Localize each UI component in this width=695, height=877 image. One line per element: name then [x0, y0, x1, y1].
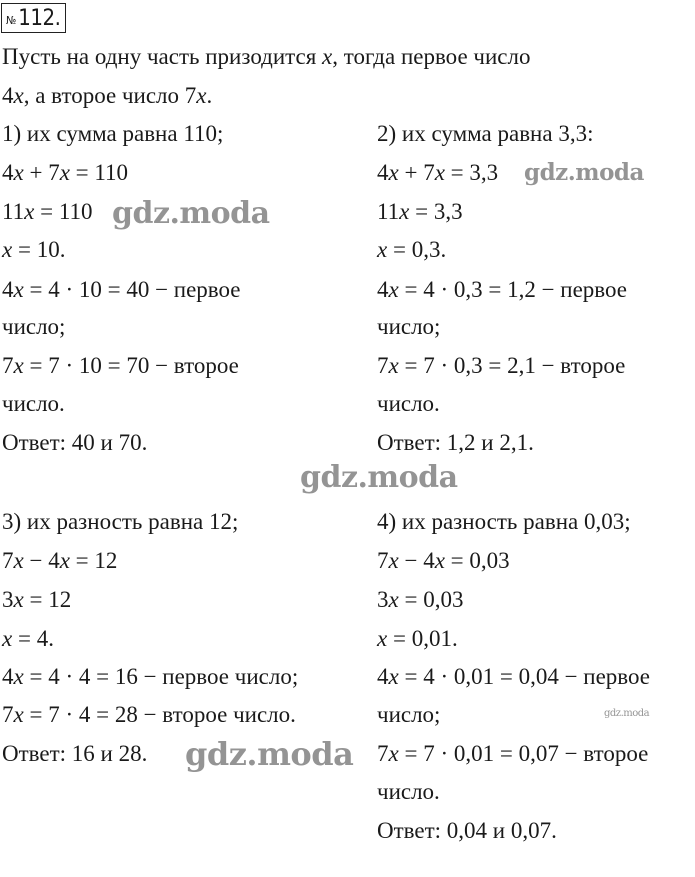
- part1-step-7: число.: [2, 391, 65, 416]
- part1-step-3: x = 10.: [2, 237, 66, 262]
- watermark: gdz.moda: [112, 196, 270, 231]
- part4-step-2: 3x = 0,03: [377, 587, 464, 612]
- part2-answer: Ответ: 1,2 и 2,1.: [377, 430, 534, 455]
- watermark: gdz.moda: [185, 735, 354, 773]
- part3-step-2: 3x = 12: [2, 587, 72, 612]
- part3-step-1: 7x − 4x = 12: [2, 548, 118, 573]
- part4-step-7: число.: [377, 779, 440, 804]
- part3-step-3: x = 4.: [2, 626, 54, 651]
- number-sign: №: [6, 13, 17, 27]
- part4-heading: 4) их разность равна 0,03;: [377, 509, 631, 534]
- part4-step-5: число;: [377, 702, 441, 727]
- problem-number-box: [1, 3, 66, 33]
- part2-step-7: число.: [377, 391, 440, 416]
- intro-line-2: 4x, а второе число 7x.: [2, 83, 213, 108]
- part3-heading: 3) их разность равна 12;: [2, 509, 239, 534]
- part1-heading: 1) их сумма равна 110;: [2, 121, 224, 146]
- part2-step-5: число;: [377, 314, 441, 339]
- intro-line-1: Пусть на одну часть призодится x, тогда первое число: [2, 44, 531, 69]
- part1-step-4: 4x = 4 · 10 = 40 − первое: [2, 277, 241, 302]
- part4-step-4: 4x = 4 · 0,01 = 0,04 − первое: [377, 664, 651, 689]
- watermark: gdz.moda: [300, 460, 458, 495]
- part1-step-2: 11x = 110: [2, 199, 93, 224]
- part2-step-2: 11x = 3,3: [377, 199, 463, 224]
- part2-step-6: 7x = 7 · 0,3 = 2,1 − второе: [377, 353, 626, 378]
- part4-step-6: 7x = 7 · 0,01 = 0,07 − второе: [377, 741, 649, 766]
- part4-step-1: 7x − 4x = 0,03: [377, 548, 510, 573]
- part4-answer: Ответ: 0,04 и 0,07.: [377, 818, 557, 843]
- part3-answer: Ответ: 16 и 28.: [2, 741, 148, 766]
- part1-step-5: число;: [2, 314, 66, 339]
- part3-step-4: 4x = 4 · 4 = 16 − первое число;: [2, 664, 299, 689]
- part2-heading: 2) их сумма равна 3,3:: [377, 121, 594, 146]
- watermark: gdz.moda: [524, 159, 644, 186]
- watermark-small: gdz.moda: [604, 708, 650, 719]
- part4-step-3: x = 0,01.: [377, 626, 458, 651]
- part1-answer: Ответ: 40 и 70.: [2, 430, 148, 455]
- part2-step-1: 4x + 7x = 3,3: [377, 160, 499, 185]
- part1-step-6: 7x = 7 · 10 = 70 − второе: [2, 353, 239, 378]
- problem-number: 112.: [18, 5, 61, 31]
- part2-step-3: x = 0,3.: [377, 237, 447, 262]
- part2-step-4: 4x = 4 · 0,3 = 1,2 − первое: [377, 277, 628, 302]
- part1-step-1: 4x + 7x = 110: [2, 160, 129, 185]
- part3-step-5: 7x = 7 · 4 = 28 − второе число.: [2, 702, 296, 727]
